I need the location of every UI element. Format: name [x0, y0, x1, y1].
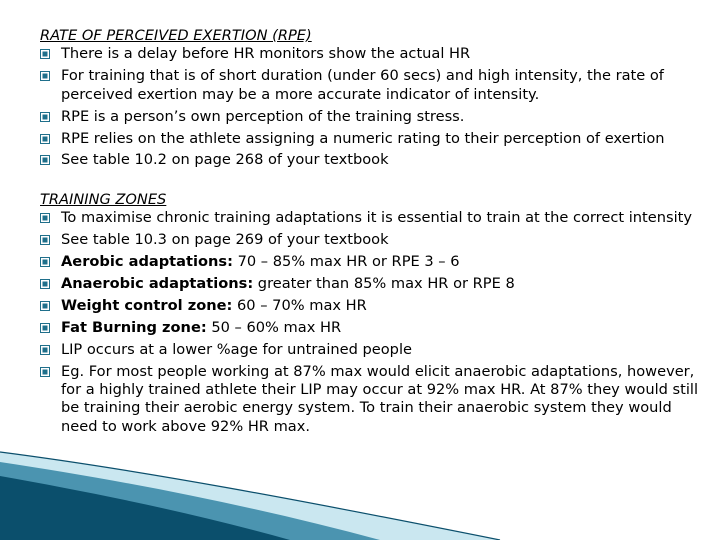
list-item [40, 341, 705, 359]
checkbox-bullet-icon [40, 367, 50, 377]
list-item-text: Eg. For most people working at 87% max would elicit anaerobic adaptations, however, for a highly trained athlete their LIP may occur at 92% max HR. At 87% they would still be training their aerobic energy system. To train their anaerobic system they would need to work above 92% HR max. [61, 362, 699, 435]
list-item-bold-label: Anaerobic adaptations: [61, 274, 254, 292]
checkbox-bullet-icon [40, 49, 50, 59]
checkbox-bullet-icon [40, 345, 50, 355]
list-item-bold-label: Fat Burning zone: [61, 318, 207, 336]
checkbox-bullet-icon [40, 213, 50, 223]
list-item [40, 151, 705, 169]
list-item [40, 363, 705, 437]
list-item-text: 50 – 60% max HR [206, 318, 342, 336]
list-item [40, 130, 705, 148]
checkbox-bullet-icon [40, 235, 50, 245]
training-zones-bullet-list [40, 209, 705, 436]
slide-content [40, 27, 705, 440]
training-zones-section [40, 191, 705, 436]
checkbox-bullet-icon [40, 279, 50, 289]
list-item [40, 275, 705, 293]
list-item-text: To maximise chronic training adaptations it is essential to train at the correct intensity [61, 209, 692, 227]
list-item-text: LIP occurs at a lower %age for untrained people [61, 340, 412, 358]
list-item-text: RPE relies on the athlete assigning a numeric rating to their perception of exertion [61, 129, 665, 147]
heading-rpe: RATE OF PERCEIVED EXERTION (RPE) [40, 27, 312, 44]
list-item-text: See table 10.3 on page 269 of your textbook [61, 231, 389, 249]
list-item [40, 253, 705, 271]
list-item-bold-label: Aerobic adaptations: [61, 253, 233, 271]
list-item [40, 319, 705, 337]
list-item-text: There is a delay before HR monitors show the actual HR [61, 45, 471, 63]
checkbox-bullet-icon [40, 301, 50, 311]
list-item [40, 297, 705, 315]
checkbox-bullet-icon [40, 257, 50, 267]
list-item-bold-label: Weight control zone: [61, 296, 233, 314]
checkbox-bullet-icon [40, 71, 50, 81]
list-item-text: 70 – 85% max HR or RPE 3 – 6 [232, 253, 460, 271]
heading-training-zones: TRAINING ZONES [40, 190, 167, 208]
list-item-text: For training that is of short duration (under 60 secs) and high intensity, the rate of perceived exertion may be a more accurate indicator of intensity. [61, 67, 664, 103]
list-item-text: See table 10.2 on page 268 of your textbook [61, 151, 389, 169]
list-item-text: 60 – 70% max HR [232, 296, 367, 314]
list-item [40, 231, 705, 249]
checkbox-bullet-icon [40, 112, 50, 122]
checkbox-bullet-icon [40, 155, 50, 165]
list-item [40, 209, 705, 227]
list-item-text: greater than 85% max HR or RPE 8 [253, 274, 515, 292]
list-item [40, 108, 705, 126]
checkbox-bullet-icon [40, 323, 50, 333]
list-item-text: RPE is a person’s own perception of the training stress. [61, 107, 465, 125]
rpe-bullet-list [40, 45, 705, 169]
list-item [40, 67, 705, 104]
checkbox-bullet-icon [40, 134, 50, 144]
list-item [40, 45, 705, 63]
